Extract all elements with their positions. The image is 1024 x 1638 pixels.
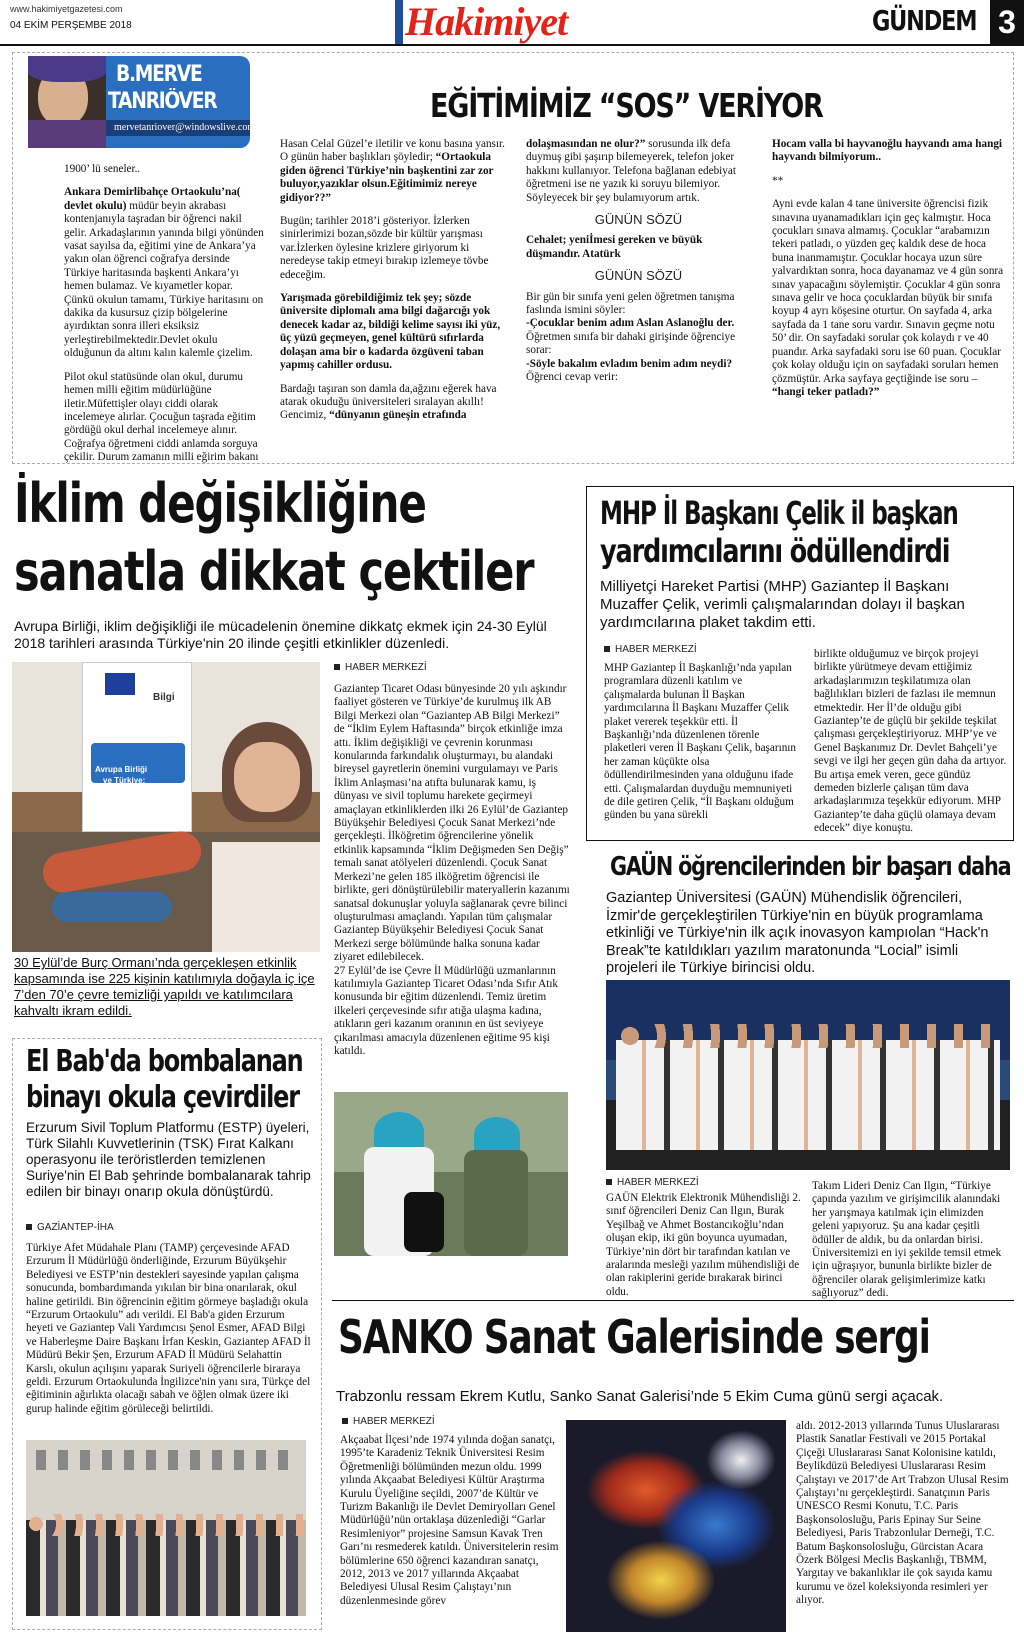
column-c4p3: Ayni evde kalan 4 tane üniversite öğrencisi fizik sınavına uyanamadıkları için geç kalmıştır. Hoca çocukları sınava almamış. Çocuklar “arabamızın tekeri patladı, o yüzden geç kaldık dese de hoca buna inanmamıştır. Çocuklar hocaya uzun süre yalvardıktan sonra, hoca dayanamaz ve 4 gün sonra sınav yapacağını söylemiştir. Çocuklar 4 gün sonra sınava gelir ve hoca çocuklardan büyük bir sınıfa koyup 4 ayrı köşesine oturtur. On sayfada 4, arka sayfada da 1 tane soru vardır. Sınavın geçme notu 50’ dir. On sayfadaki sorular çok kolaydı r ve 40 puandır. Arka sayfadaki soru ise 60 puan. Çocuklar çok kolay olduğu için on sayfadaki soruları hemen çözmüştür. Arka sayfaya geçtiğinde ise soru – [772,198,1004,385]
column-p3: Pilot okul statüsünde olan okul, durumu hemen milli eğitim müdürlüğüne iletir.Müfettişler olayı ciddi olarak incelemeye alırlar. Çocuğun taşrada eğitim gördüğü okul derhal incelemeye alınır. Coğrafya öğretmeni ciddi anlamda sorguya çekilir. Durum zamanın milli eğirim bakanı [64,370,259,464]
column-c4p1: Hocam valla bi hayvanoğlu hayvandı ama hangi hayvandı bilmiyorum.. [772,138,1003,164]
photo-sign-line2: ve Türkiye: [103,776,146,785]
author-photo [28,56,106,148]
mhp-title-2: yardımcılarını ödüllendirdi [600,532,950,570]
elbab-source-tag: GAZİANTEP-İHA [26,1222,114,1233]
sanko-col1 [340,1434,562,1632]
gaun-photo [606,980,1010,1170]
column-c2p4: Bardağı taşıran son damla da,ağzını eğerek hava atarak okuduğu üniversiteleri sıralayan akıllı! Gencimiz, [280,382,497,422]
photo-sign-line3: Birlikte Çalışıyoruz [101,787,159,794]
gaun-col2-text: Takım Lideri Deniz Can Ilgın, “Türkiye çapında yazılım ve girişimcilik alanındaki her yarışmaya katılmak için elimizden geleni yapıyoruz. Şu ana kadar çeşitli ödüller de aldık, bu da onlardan birisi. Üniversitemizi en iyi şekilde temsil etmek için uğraşıyor, bununla birlikte bizler de öğrenciler olarak gelişimlerimize katkı sağlıyoruz” dedi. [812,1180,1002,1300]
iklim-photo [12,662,320,952]
column-c3p5: Bir gün bir sınıfa yeni gelen öğretmen tanışma faslında ismini söyler: [526,290,735,317]
iklim-photo-2 [334,1092,568,1256]
mhp-col1-text: MHP Gaziantep İl Başkanlığı’nda yapılan programlara düzenli katılım ve çalışmalarda bulunan İl Başkan yardımcılarına İl Başkanı Muzaffer Çelik plaket vererek teşekkür etti. İl Başkanlığı’nda düzenlenen törenle plaketleri veren İl Başkanı Çelik, başarının her zaman küçükte olsa ödüllendirilmesinden yana olduğunu ifade etti. Çalışmalardan duyduğu memnuniyeti de dile getiren Çelik, “İl Başkanı olduğum günden bu yana sürekli [604,662,796,822]
sanko-source-tag: HABER MERKEZİ [342,1416,435,1427]
gaun-title: GAÜN öğrencilerinden bir başarı daha [610,852,1011,882]
column-col1 [64,163,264,464]
mhp-title-1: MHP İl Başkanı Çelik il başkan [600,494,958,532]
iklim-body-p1: Gaziantep Ticaret Odası bünyesinde 20 yılı aşkındır faaliyet gösteren ve Türkiye’de kurulmuş ilk AB Bilgi Merkezi olan “Gaziantep AB Bilgi Merkezi” de “İklim Eylem Haftasında” birçok etkinliğe imza attı. İklim değişikliği ve çevrenin korunması konularında farkındalık oluşturmayı, bu alandaki bireysel gayretlerin önemini vurgulamayı ve Paris İklim Anlaşması’na atıfta bulunarak kamu, iş dünyası ve sivil toplumu harekete geçirmeyi amaçlayan etkinliklerden ilki 26 Eylül’de Gaziantep Büyükşehir Belediyesi Çocuk Sanat Merkezi’nde gerçekleşti. İlköğretim öğrencilerine yönelik etkinlik kapsamında “İklim Değişmeden Sen Değiş” temalı sanat atölyeleri düzenlendi. Çocuk Sanat Merkezi’ne gelen 185 ilköğretim öğrencisi ile birlikte, geri dönüştürülebilir materyallerin kazanımı sanatsal dokunuşlar yoluyla sağlanarak çevre bilinci oluşturulması amaçlandı. Yapılan tüm çalışmalar Gaziantep Büyükşehir Belediyesi Çocuk Sanat Merkezi serge bölümünde halka sonuna kadar ziyaret edilebilecek. [334,683,570,964]
gaun-lead: Gaziantep Üniversitesi (GAÜN) Mühendislik öğrencileri, İzmir'de gerçekleştirilen Türkiye'nin en büyük programlama etkinliği ve Türkiye'nin ilk açık inovasyon kampıolan “Hack'n Break”te katıldıkları yazılım maratonunda “Locial” isimli projeleri ile Türkiye birincisi oldu. [606,890,989,976]
sanko-rule [332,1300,1014,1301]
masthead-logo [395,0,585,44]
author-email[interactable]: mervetanriover@windowslive.com [114,122,256,133]
gaun-col1-text: GAÜN Elektrik Elektronik Mühendisliği 2. sınıf öğrencileri Deniz Can Ilgın, Burak Yeşilbağ ve Ahmet Bostancıkoğlu’ndan oluşan ekip, iki gün boyunca uyumadan, Türkiye’nin dört bir tarafından katılan ve aralarında mesleği yazılım mühendisliği de olan rakiplerini geride bırakarak birinci oldu. [606,1192,801,1298]
column-c3p9: Öğrenci cevap verir: [526,371,618,384]
iklim-source-tag: HABER MERKEZİ [334,662,427,673]
column-c2p3: Yarışmada görebildiğimiz tek şey; sözde üniversite diplomalı ama bilgi dağarcığı yok denecek kadar az, bildiği kelime sayısı iki yüz, üç yüzü geçmeyen, genel kültürü sıfırlarda dolaşan ama bir o kadarda özgüveni taban yapmış cahiller ordusu. [280,292,501,372]
column-p1: 1900’ lü seneler.. [64,163,141,175]
sanko-col2 [796,1420,1010,1630]
column-col2 [280,138,508,448]
gunun-sozu-heading-2: GÜNÜN SÖZÜ [594,268,683,284]
issue-date: 04 EKİM PERŞEMBE 2018 [10,20,132,31]
column-c3p1: sorusunda ilk defa duymuş gibi şaşırıp bilemeyerek, telefon joker hakkını kullanıyor. Telefona bağlanan edebiyat öğretmeni ise ne yazık ki soruyu bilemiyor. Söyleyecek bir şey bulamıyorum artık. [526,138,736,204]
header-rule [0,44,1024,46]
column-c3p1-bold: dolaşmasından ne olur?” [526,138,646,150]
gaun-source-tag: HABER MERKEZİ [606,1177,699,1188]
gunun-sozu-quote: Cehalet; yeniİmesi gereken ve büyük düşmandır. Atatürk [526,234,703,260]
photo-sign-line1: Avrupa Birliği [95,765,148,774]
gaun-col1 [606,1192,802,1298]
column-title: EĞİTİMİMİZ “SOS” VERİYOR [430,86,823,125]
column-p2: müdür beyin akrabası kontenjanıyla taşradan bir öğrenci nakil gelir. Arkadaşlarının yanında bilgi yönünden vasat sayılsa da, eğitimi yine de Ankara’ya yakın olan öğrenci coğrafya dersinde Türkiye haritasında başkenti Ankara’yı hemen bulamaz. Ve kıyametler kopar. Çünkü okulun tamamı, Türkiye haritasını on dakika da kusursuz çizip bölgelerine ayırdıktan sonra illeri eksiksiz yerleştirebilmektedir.Devlet okulu olduğunun da altını kalın kalemle çizelim. [64,199,264,360]
elbab-title-2: binayı okula çevirdiler [26,1080,299,1115]
column-col4 [772,138,1004,428]
iklim-body-p2: 27 Eylül’de ise Çevre İl Müdürlüğü uzmanlarının katılımıyla Gaziantep Ticaret Odası’nda Sıfır Atık konusunda bir eğitim düzenlendi. Temiz üretim ilkeleri çerçevesinde sıfır atığa ulaşma kadına, atıkların geri kazanım oranının en üst seviyeye çıkarılması amacıyla düzenlenen eğitime 95 kişi katıldı. [334,964,559,1057]
page-number: 3 [990,0,1024,44]
author-badge [28,56,256,148]
mhp-col1 [604,662,800,830]
column-c2p4-bold: “dünyanın güneşin etrafında [329,409,467,422]
gunun-sozu-heading-1: GÜNÜN SÖZÜ [594,212,683,228]
mhp-lead: Milliyetçi Hareket Partisi (MHP) Gaziantep İl Başkanı Muzaffer Çelik, verimli çalışmalarından dolayı il başkan yardımcılarına plaket takdim etti. [600,578,965,631]
column-c3p7: Öğretmen sınıfa bir dahaki girişinde öğrenciye sorar: [526,330,736,357]
website-url[interactable]: www.hakimiyetgazetesi.com [10,4,123,14]
elbab-body [26,1242,312,1428]
column-p2-bold: Ankara Demirlibahçe Ortaokulu’na( devlet okulu) [64,186,241,212]
iklim-title-2: sanatla dikkat çektiler [14,540,534,603]
gaun-col2 [812,1180,1010,1300]
column-c4p3-bold: “hangi teker patladı?” [772,385,880,398]
iklim-photo-caption: 30 Eylül’de Burç Ormanı’nda gerçekleşen etkinlik kapsamında ise 225 kişinin katılımıyla doğayla iç içe 7’den 70’e çevre temizliği yapıldı ve katılımcılara kahvaltı ikram edildi. [14,955,315,1018]
column-c3p6: -Çocuklar benim adım Aslan Aslanoğlu der. [526,317,735,330]
section-name: GÜNDEM [872,4,977,37]
iklim-body [334,683,570,1083]
column-c2p2: Bugün; tarihler 2018’i gösteriyor. İzlerken sinirlerimizi bozan,sözde bir kültür yarışması var.İzlerken öylesine krizlere giriyorum ki neredeyse takip etmeyi bırakıp izlemeye tövbe edeceğim. [280,215,489,281]
sanko-painting [566,1420,786,1632]
sanko-col2-text: aldı. 2012-2013 yıllarında Tunus Uluslararası Plastik Sanatlar Festivali ve 2015 Portakal Çiçeği Uluslararası Sanat Kolonisine katıldı, Beylikdüzü Belediyesi Uluslararası Resim Çalıştayı ve 2017’de Art Trabzon Ulusal Resim Çalıştayı’nı gerçekleştirdi. Sanatçının Paris UNESCO Resmi Konutu, T.C. Paris Başkonsolosluğu, Paris Epinay Sur Seine Belediyesi, Paris Trabzonlular Derneği, T.C. Batum Başkonsolosluğu, Gürcistan Acara Özerk Bölgesi Meclis Başkanlığı, TBMM, Yargıtay ve bakanlıklar ile çok sayıda kamu kurumu ve özel koleksiyonda resimleri yer alıyor. [796,1420,1009,1607]
column-c2p1: Hasan Celal Güzel’e iletilir ve konu basına yansır. O günün haber başlıkları şöyledir; [280,138,505,164]
sanko-lead: Trabzonlu ressam Ekrem Kutlu, Sanko Sanat Galerisi’nde 5 Ekim Cuma günü sergi açacak. [336,1388,944,1405]
mhp-source-tag: HABER MERKEZİ [604,644,697,655]
elbab-title-1: El Bab'da bombalanan [26,1044,303,1079]
iklim-title-1: İklim değişikliğine [14,472,426,535]
column-c4p2: ** [772,174,784,187]
elbab-photo [26,1440,306,1616]
mhp-col2-text: birlikte olduğumuz ve birçok projeyi birlikte yürütmeye devam ettiğimiz arkadaşlarımızın teşkilatımıza olan bağlılıkları bizleri de fazlası ile memnun etmektedir. Her İl’de olduğu gibi Gaziantep’te de güçlü bir şekilde teşkilat çalışması gerçekleştiriyoruz. MHP’ye ve Genel Başkanımız Dr. Devlet Bahçeli’ye sevgi ve ilgi her geçen gün daha da artıyor. Bu artışa emek veren, gece gündüz demeden bizlerle çalışan tüm dava arkadaşlarımıza teşekkür ediyorum. MHP Gaziantep’te daha güçlü olamaya devam edecek” diye konuştu. [814,648,1007,835]
logo-text: Hakimiyet [405,0,568,44]
photo-bilgi-logo: Bilgi [153,692,175,703]
author-last-name: TANRIÖVER [108,89,217,114]
mhp-col2 [814,648,1008,834]
column-c3p8: -Söyle bakalım evladım benim adım neydi? [526,357,733,370]
author-first-name: B.MERVE [116,62,202,87]
sanko-col1-text: Akçaabat İlçesi’nde 1974 yılında doğan sanatçı, 1995’te Karadeniz Teknik Üniversitesi Resim Öğretmenliği bölümünden mezun oldu. 1999 yılında Akçaabat Belediyesi Kültür Araştırma Kurulu Üyeliğine seçildi, 2007’de Kültür ve Turizm Bakanlığı ile Devlet Demiryolları Genel Müdürlüğü’nün ortaklaşa düzenlediği “Garlar Resimleniyor” projesine Samsun Kavak Tren Garı’nı resmederek katıldı. Üniversitelerin resim bölümlerine 650 öğrenci kazandıran sanatçı, 2012, 2013 ve 2017 yıllarında Akçaabat Belediyesi Ulusal Resim Çalıştayı’nın düzenlenmesinde görev [340,1434,559,1607]
elbab-lead: Erzurum Sivil Toplum Platformu (ESTP) üyeleri, Türk Silahlı Kuvvetlerinin (TSK) Fırat Kalkanı operasyonu ile teröristlerden temizlenen Suriye'nin El Bab şehrinde bombalanarak tahrip edilen bir binayı onarıp okula dönüştürdü. [26,1120,311,1199]
sanko-title: SANKO Sanat Galerisinde sergi [338,1310,930,1364]
elbab-body-p1: Türkiye Afet Müdahale Planı (TAMP) çerçevesinde AFAD Erzurum İl Müdürlüğü önderliğinde, Erzurum Büyükşehir Belediyesi ve ESTP’nin destekleri sayesinde yapılan çalışma sonucunda, bombardımanda yıkılan bir bina onarılarak, okul haline getirildi. Bin öğrencinin eğitim görmeye başladığı okula “Erzurum Ortaokulu” adı verildi. El Bab'a giden Erzurum heyeti ve Gaziantep Vali Yardımcısı Şenol Esmer, AFAD Bilgi ve Haberleşme Daire Başkanı İrfan Keskin, Gaziantep AFAD İl Müdürü Bekir Şen, Erzurum AFAD İl Müdürü Selahattin Karslı, okulun açılışını yaparak Suriyeli öğrencilerle biraraya geldi. Erzurum Ortaokulunda İngilizce'nin yanı sıra, Türkçe del eğitiminin ağırlıkta olacağı sabah ve öğlen olmak üzere iki gurup halinde eğitim görüleceği belirtildi. [26,1242,311,1415]
column-c2p1-bold: “Ortaokula giden öğrenci Türkiye’nin başkentini zar zor buluyor,yazıklar olsun.Eğitimimiz nereye gidiyor??” [280,151,494,204]
column-col3 [526,138,751,453]
iklim-lead: Avrupa Birliği, iklim değişikliği ile mücadelenin önemine dikkatç ekmek için 24-30 Eylül 2018 tarihleri arasında Türkiye'nin 20 ilinde çeşitli etkinlikler düzenledi. [14,618,547,651]
